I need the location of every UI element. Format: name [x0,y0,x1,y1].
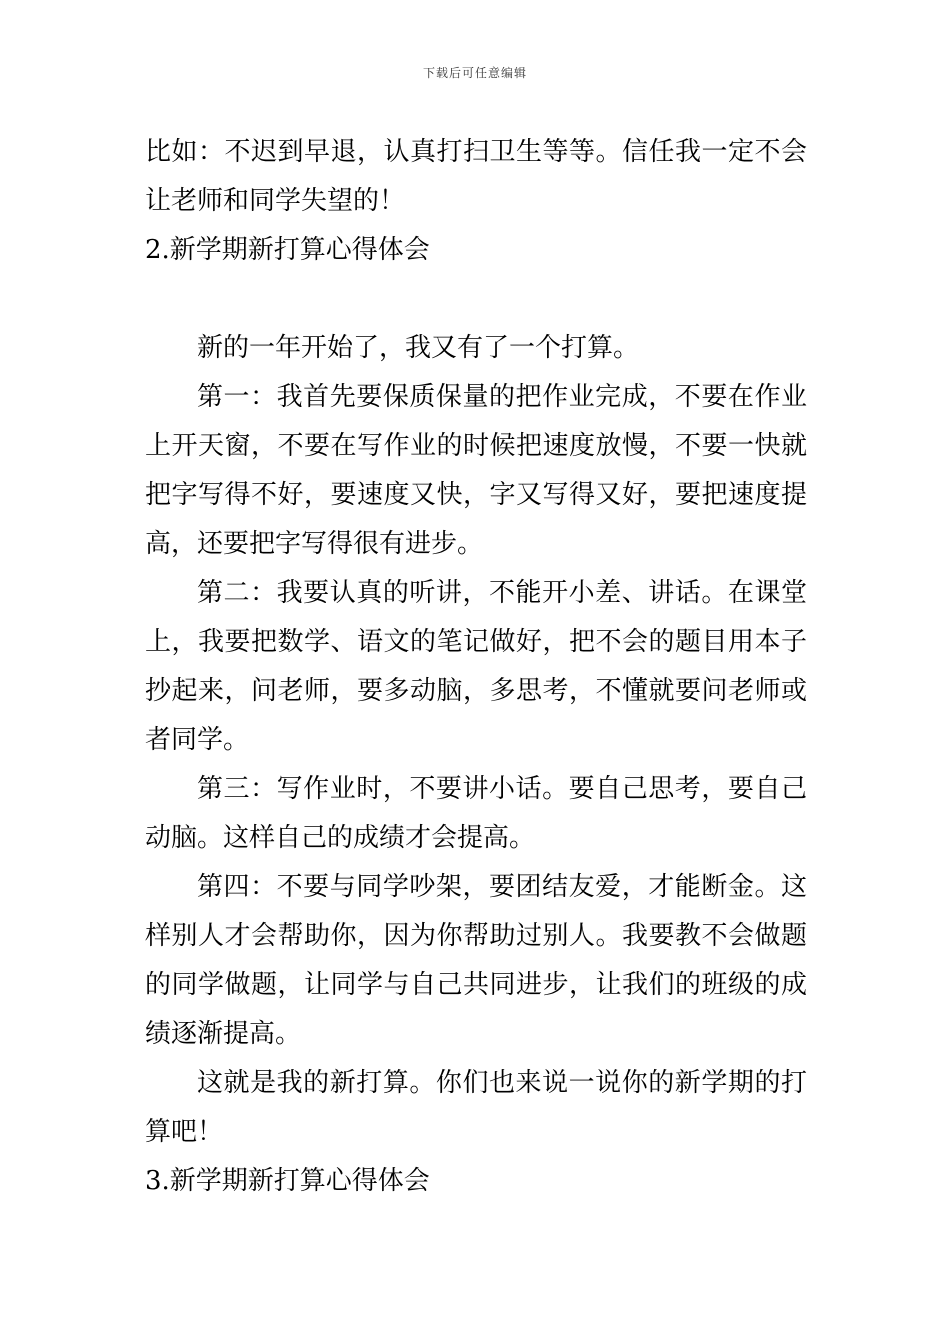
paragraph-intro: 新的一年开始了，我又有了一个打算。 [197,333,640,363]
paragraph-third: 第三：写作业时，不要讲小话。要自己思考，要自己动脑。这样自己的成绩才会提高。 [145,774,807,853]
paragraph-second: 第二：我要认真的听讲，不能开小差、讲话。在课堂上，我要把数学、语文的笔记做好，把不会的题目用本子抄起来，问老师，要多动脑，多思考，不懂就要问老师或者同学。 [145,578,807,755]
paragraph-closing: 这就是我的新打算。你们也来说一说你的新学期的打算吧！ [145,1068,807,1147]
document-body [145,128,807,1206]
paragraph-first: 第一：我首先要保质保量的把作业完成，不要在作业上开天窗，不要在写作业的时候把速度放慢，不要一快就把字写得不好，要速度又快，字又写得又好，要把速度提高，还要把字写得很有进步。 [145,382,807,559]
section-3-title: 3.新学期新打算心得体会 [145,1166,430,1196]
section-2-title: 2.新学期新打算心得体会 [145,235,430,265]
blank-line [145,275,807,324]
header-note: 下载后可任意编辑 [422,66,527,80]
continuation-paragraph: 比如：不迟到早退，认真打扫卫生等等。信任我一定不会让老师和同学失望的！ [145,137,807,216]
paragraph-fourth: 第四：不要与同学吵架，要团结友爱，才能断金。这样别人才会帮助你，因为你帮助过别人。我要教不会做题的同学做题，让同学与自己共同进步，让我们的班级的成绩逐渐提高。 [145,872,807,1049]
